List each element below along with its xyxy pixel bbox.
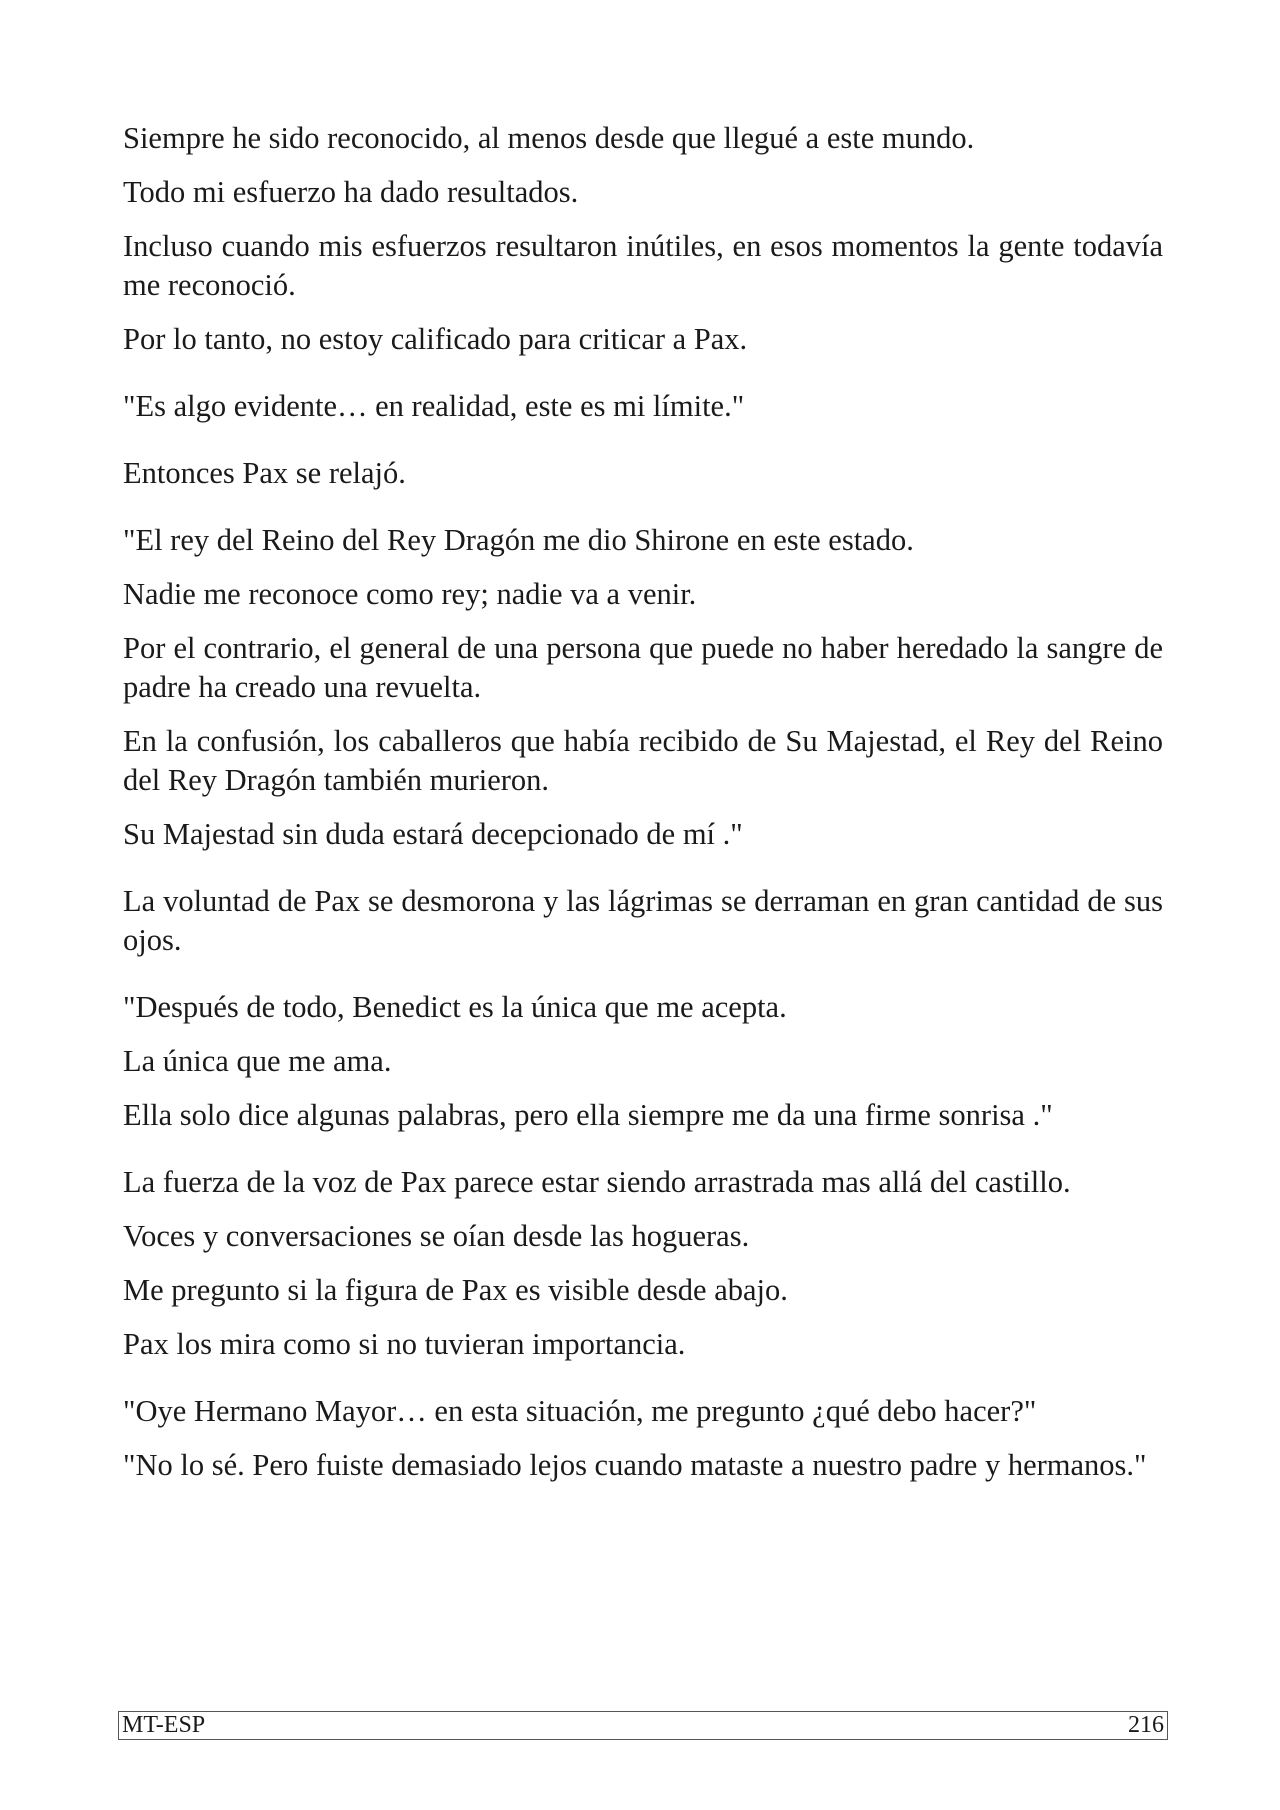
- paragraph: Todo mi esfuerzo ha dado resultados.: [123, 175, 579, 209]
- paragraph: "Después de todo, Benedict es la única que me acepta.: [123, 990, 787, 1024]
- paragraph: Voces y conversaciones se oían desde las hogueras.: [123, 1219, 750, 1253]
- page-body: [123, 119, 1163, 1485]
- paragraph: Siempre he sido reconocido, al menos desde que llegué a este mundo.: [123, 121, 975, 155]
- paragraph: Incluso cuando mis esfuerzos resultaron inútiles, en esos momentos la gente todavía me reconoció.: [123, 229, 1163, 302]
- paragraph: "No lo sé. Pero fuiste demasiado lejos cuando mataste a nuestro padre y hermanos.": [123, 1448, 1147, 1482]
- paragraph: En la confusión, los caballeros que había recibido de Su Majestad, el Rey del Reino del Rey Dragón también murieron.: [123, 724, 1163, 797]
- paragraph: La fuerza de la voz de Pax parece estar siendo arrastrada mas allá del castillo.: [123, 1165, 1071, 1199]
- paragraph: Entonces Pax se relajó.: [123, 456, 406, 490]
- paragraph: Su Majestad sin duda estará decepcionado de mí .": [123, 817, 743, 851]
- paragraph: Me pregunto si la figura de Pax es visible desde abajo.: [123, 1273, 788, 1307]
- page-number: 216: [1128, 1712, 1164, 1738]
- paragraph: Pax los mira como si no tuvieran importancia.: [123, 1327, 686, 1361]
- paragraph: La voluntad de Pax se desmorona y las lágrimas se derraman en gran cantidad de sus ojos.: [123, 884, 1163, 957]
- footer-source-label: MT-ESP: [122, 1712, 206, 1738]
- paragraph: Ella solo dice algunas palabras, pero ella siempre me da una firme sonrisa .": [123, 1098, 1053, 1132]
- page-footer: [118, 1711, 1168, 1740]
- paragraph: "El rey del Reino del Rey Dragón me dio Shirone en este estado.: [123, 523, 914, 557]
- paragraph: La única que me ama.: [123, 1044, 392, 1078]
- paragraph: Por lo tanto, no estoy calificado para criticar a Pax.: [123, 322, 748, 356]
- paragraph: "Es algo evidente… en realidad, este es mi límite.": [123, 389, 745, 423]
- paragraph: "Oye Hermano Mayor… en esta situación, me pregunto ¿qué debo hacer?": [123, 1394, 1037, 1428]
- paragraph: Por el contrario, el general de una persona que puede no haber heredado la sangre de padre ha creado una revuelta.: [123, 631, 1163, 704]
- paragraph: Nadie me reconoce como rey; nadie va a venir.: [123, 577, 697, 611]
